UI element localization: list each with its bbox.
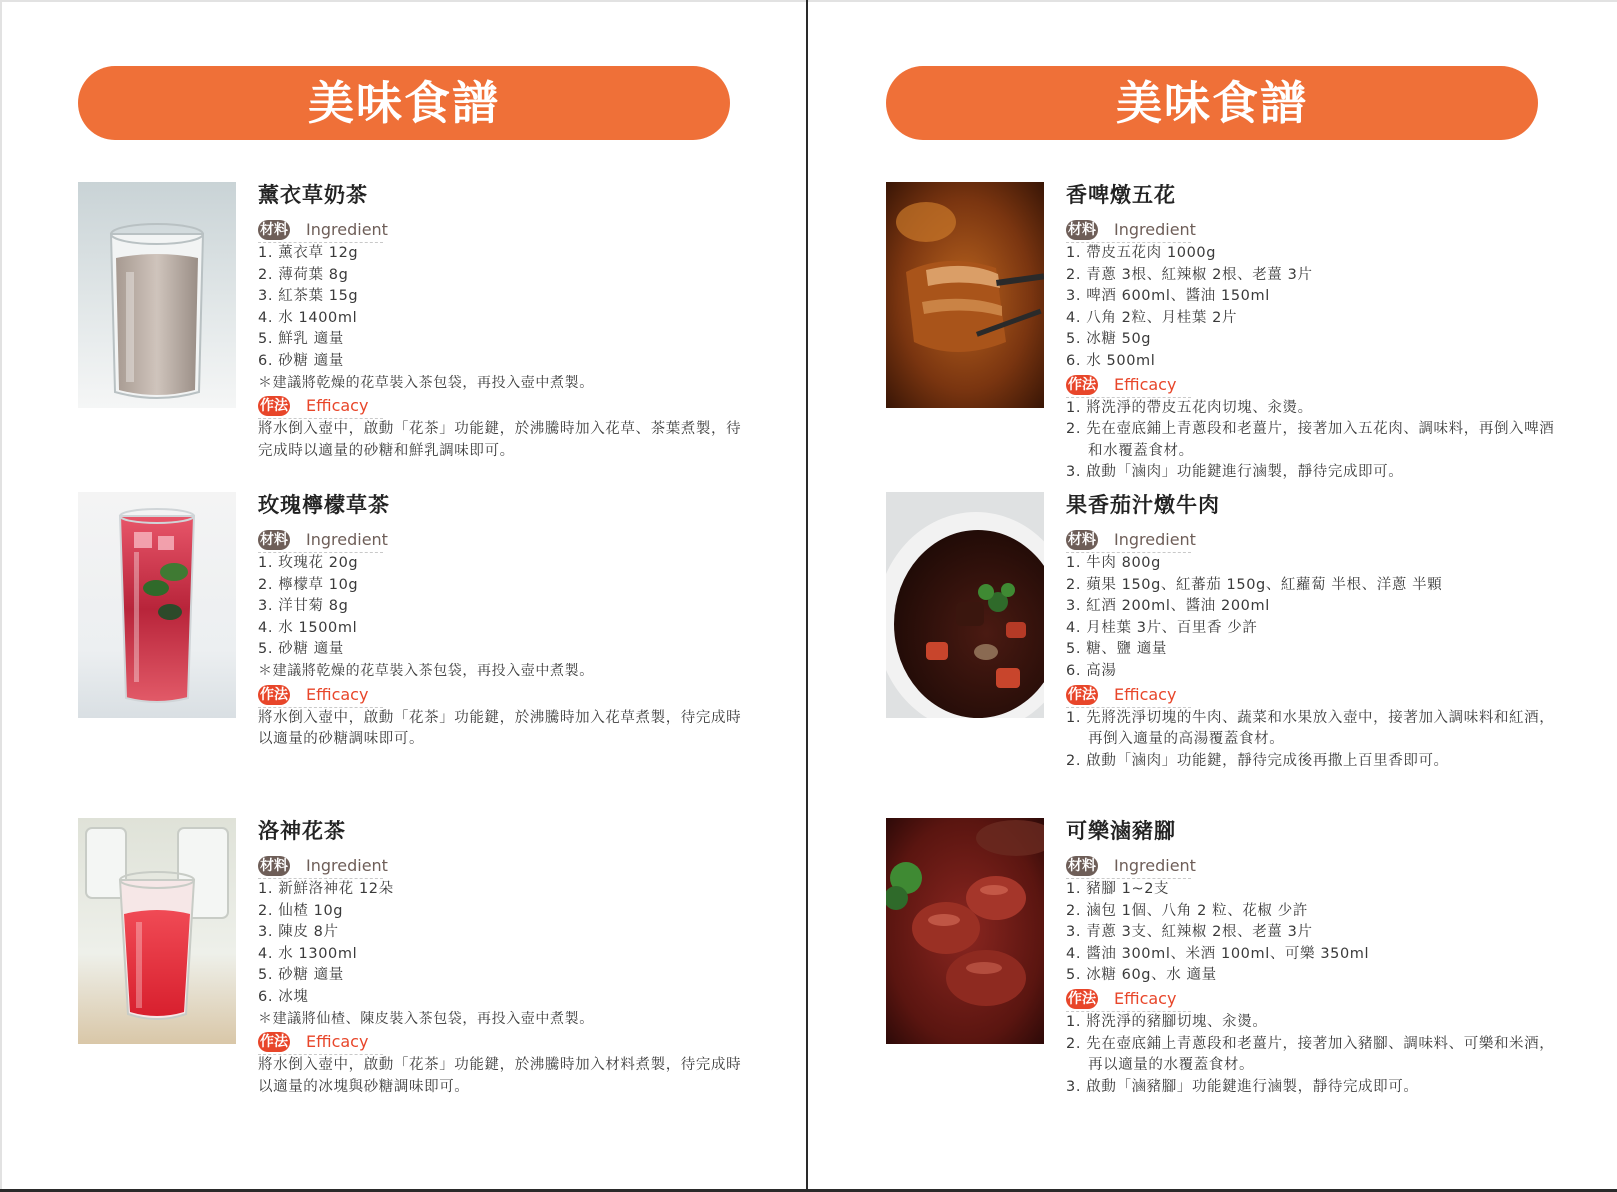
- list-item: 6. 冰塊: [258, 988, 309, 1005]
- list-item: 2. 蘋果 150g、紅蕃茄 150g、紅蘿蔔 半根、洋蔥 半顆: [1066, 576, 1443, 593]
- ingredient-heading: [1066, 528, 1196, 553]
- list-item: 3. 啤酒 600ml、醬油 150ml: [1066, 288, 1270, 305]
- ingredient-heading: [258, 218, 388, 243]
- method-label: Efficacy: [306, 1032, 369, 1052]
- ingredient-heading: [1066, 218, 1196, 243]
- ingredient-badge: 材料: [1068, 532, 1096, 548]
- step-item: 2. 先在壺底鋪上青蔥段和老薑片，接著加入五花肉、調味料，再倒入啤酒和水覆蓋食材。: [1066, 421, 1555, 459]
- ingredient-badge: 材料: [1068, 858, 1096, 874]
- list-item: 1. 牛肉 800g: [1066, 555, 1161, 571]
- method-heading: [1066, 987, 1191, 1012]
- step-item: 1. 將洗淨的豬腳切塊、汆燙。: [1066, 1013, 1268, 1030]
- ingredient-label: Ingredient: [1114, 220, 1196, 239]
- milk-tea-photo: [78, 182, 236, 408]
- method-label: Efficacy: [306, 684, 369, 704]
- step-item: 1. 先將洗淨切塊的牛肉、蔬菜和水果放入壺中，接著加入調味料和紅酒，再倒入適量的高湯覆蓋食材。: [1066, 709, 1555, 748]
- step-item: 2. 啟動「滷肉」功能鍵，靜待完成後再撒上百里香即可。: [1066, 752, 1449, 769]
- ingredient-badge: 材料: [260, 532, 288, 548]
- left-page: [0, 0, 806, 1192]
- method-text: 將水倒入壺中，啟動「花茶」功能鍵，於沸騰時加入花草煮製，待完成時以適量的砂糖調味即可。: [258, 709, 742, 748]
- list-item: 4. 水 1400ml: [258, 309, 358, 326]
- page-banner: 美味食譜: [78, 66, 730, 140]
- method-badge: 作法: [260, 398, 288, 415]
- recipe-note: ＊建議將乾燥的花草裝入茶包袋，再投入壺中煮製。: [258, 374, 594, 391]
- list-item: 1. 豬腳 1~2支: [1066, 881, 1170, 897]
- list-item: 6. 砂糖 適量: [258, 352, 344, 369]
- method-heading: [1066, 683, 1191, 708]
- ingredient-heading: [1066, 854, 1196, 879]
- list-item: 3. 洋甘菊 8g: [258, 598, 349, 615]
- list-item: 6. 高湯: [1066, 662, 1117, 679]
- recipe-content: [258, 492, 748, 751]
- list-item: 5. 冰糖 50g: [1066, 331, 1152, 348]
- recipe-content: [258, 182, 748, 462]
- pork-knuckle-photo: [886, 818, 1044, 1044]
- list-item: 2. 薄荷葉 8g: [258, 266, 349, 283]
- list-item: 2. 青蔥 3根、紅辣椒 2根、老薑 3片: [1066, 266, 1313, 283]
- method-heading: [1066, 373, 1191, 398]
- method-badge: 作法: [260, 1034, 288, 1051]
- recipe-content: [1066, 818, 1556, 1098]
- method-badge: 作法: [1068, 990, 1096, 1007]
- recipe-photo: [886, 182, 1044, 408]
- ingredient-badge: 材料: [260, 858, 288, 874]
- recipe-photo: [886, 492, 1044, 718]
- list-item: 4. 水 1500ml: [258, 619, 358, 636]
- list-item: 4. 八角 2粒、月桂葉 2片: [1066, 309, 1238, 326]
- ingredient-heading: [258, 528, 388, 553]
- recipe-title: 薰衣草奶茶: [258, 183, 368, 207]
- list-item: 4. 水 1300ml: [258, 945, 358, 962]
- method-heading: [258, 1030, 383, 1055]
- method-label: Efficacy: [1114, 374, 1177, 394]
- ingredient-label: Ingredient: [306, 530, 388, 549]
- recipe-photo: [78, 818, 236, 1044]
- page-banner: 美味食譜: [886, 66, 1538, 140]
- method-label: Efficacy: [1114, 684, 1177, 704]
- ingredient-label: Ingredient: [306, 220, 388, 239]
- recipe-content: [1066, 182, 1556, 484]
- list-item: 4. 醬油 300ml、米酒 100ml、可樂 350ml: [1066, 945, 1370, 962]
- ingredient-label: Ingredient: [306, 856, 388, 875]
- method-heading: [258, 683, 383, 708]
- recipe-note: ＊建議將仙楂、陳皮裝入茶包袋，再投入壺中煮製。: [258, 1010, 594, 1027]
- beef-stew-photo: [886, 492, 1044, 718]
- recipe-title: 可樂滷豬腳: [1066, 819, 1176, 843]
- list-item: 5. 糖、鹽 適量: [1066, 641, 1167, 658]
- list-item: 1. 帶皮五花肉 1000g: [1066, 245, 1217, 261]
- ingredient-list: [1066, 243, 1556, 373]
- list-item: 6. 水 500ml: [1066, 352, 1156, 369]
- ingredient-label: Ingredient: [1114, 856, 1196, 875]
- step-item: 3. 啟動「滷肉」功能鍵進行滷製，靜待完成即可。: [1066, 464, 1404, 481]
- list-item: 3. 青蔥 3支、紅辣椒 2根、老薑 3片: [1066, 924, 1313, 941]
- method-steps: [1066, 1012, 1556, 1098]
- list-item: 5. 砂糖 適量: [258, 967, 344, 984]
- method-label: Efficacy: [306, 396, 369, 416]
- rose-tea-photo: [78, 492, 236, 718]
- right-page: [808, 0, 1617, 1192]
- list-item: 2. 檸檬草 10g: [258, 576, 359, 593]
- list-item: 1. 新鮮洛神花 12朵: [258, 881, 394, 897]
- step-item: 2. 先在壺底鋪上青蔥段和老薑片，接著加入豬腳、調味料、可樂和米酒，再以適量的水覆蓋食材。: [1066, 1035, 1555, 1074]
- step-item: 1. 將洗淨的帶皮五花肉切塊、汆燙。: [1066, 399, 1313, 416]
- recipe-title: 玫瑰檸檬草茶: [258, 493, 390, 517]
- step-item: 3. 啟動「滷豬腳」功能鍵進行滷製，靜待完成即可。: [1066, 1078, 1419, 1095]
- ingredient-badge: 材料: [260, 222, 288, 238]
- method-label: Efficacy: [1114, 988, 1177, 1008]
- recipe-photo: [78, 492, 236, 718]
- list-item: 5. 鮮乳 適量: [258, 331, 344, 348]
- method-heading: [258, 394, 383, 419]
- recipe-title: 果香茄汁燉牛肉: [1066, 493, 1220, 517]
- pork-belly-photo: [886, 182, 1044, 408]
- ingredient-badge: 材料: [1068, 222, 1096, 238]
- recipe-title: 香啤燉五花: [1066, 183, 1176, 207]
- recipe-note: ＊建議將乾燥的花草裝入茶包袋，再投入壺中煮製。: [258, 662, 594, 679]
- method-steps: [1066, 398, 1556, 484]
- method-badge: 作法: [1068, 686, 1096, 703]
- recipe-photo: [78, 182, 236, 408]
- list-item: 5. 冰糖 60g、水 適量: [1066, 967, 1217, 984]
- ingredient-list: [1066, 553, 1556, 683]
- list-item: 2. 仙楂 10g: [258, 902, 344, 919]
- method-text: 將水倒入壺中，啟動「花茶」功能鍵，於沸騰時加入材料煮製，待完成時以適量的冰塊與砂糖調味即可。: [258, 1057, 742, 1095]
- list-item: 4. 月桂葉 3片、百里香 少許: [1066, 619, 1258, 636]
- recipe-content: [258, 818, 748, 1098]
- list-item: 3. 陳皮 8片: [258, 924, 339, 941]
- method-badge: 作法: [1068, 376, 1096, 393]
- method-badge: 作法: [260, 686, 288, 703]
- ingredient-list: [1066, 879, 1556, 987]
- list-item: 1. 薰衣草 12g: [258, 245, 359, 261]
- list-item: 5. 砂糖 適量: [258, 641, 344, 658]
- ingredient-list: [258, 879, 748, 1009]
- method-text: 將水倒入壺中，啟動「花茶」功能鍵，於沸騰時加入花草、茶葉煮製，待完成時以適量的砂糖和鮮乳調味即可。: [258, 421, 742, 459]
- recipe-title: 洛神花茶: [258, 819, 346, 843]
- list-item: 3. 紅酒 200ml、醬油 200ml: [1066, 598, 1270, 615]
- method-steps: [1066, 708, 1556, 773]
- ingredient-list: [258, 243, 748, 373]
- list-item: 2. 滷包 1個、八角 2 粒、花椒 少許: [1066, 902, 1308, 919]
- list-item: 1. 玫瑰花 20g: [258, 555, 359, 571]
- ingredient-list: [258, 553, 748, 661]
- roselle-tea-photo: [78, 818, 236, 1044]
- ingredient-label: Ingredient: [1114, 530, 1196, 549]
- recipe-photo: [886, 818, 1044, 1044]
- list-item: 3. 紅茶葉 15g: [258, 288, 359, 305]
- recipe-content: [1066, 492, 1556, 772]
- ingredient-heading: [258, 854, 388, 879]
